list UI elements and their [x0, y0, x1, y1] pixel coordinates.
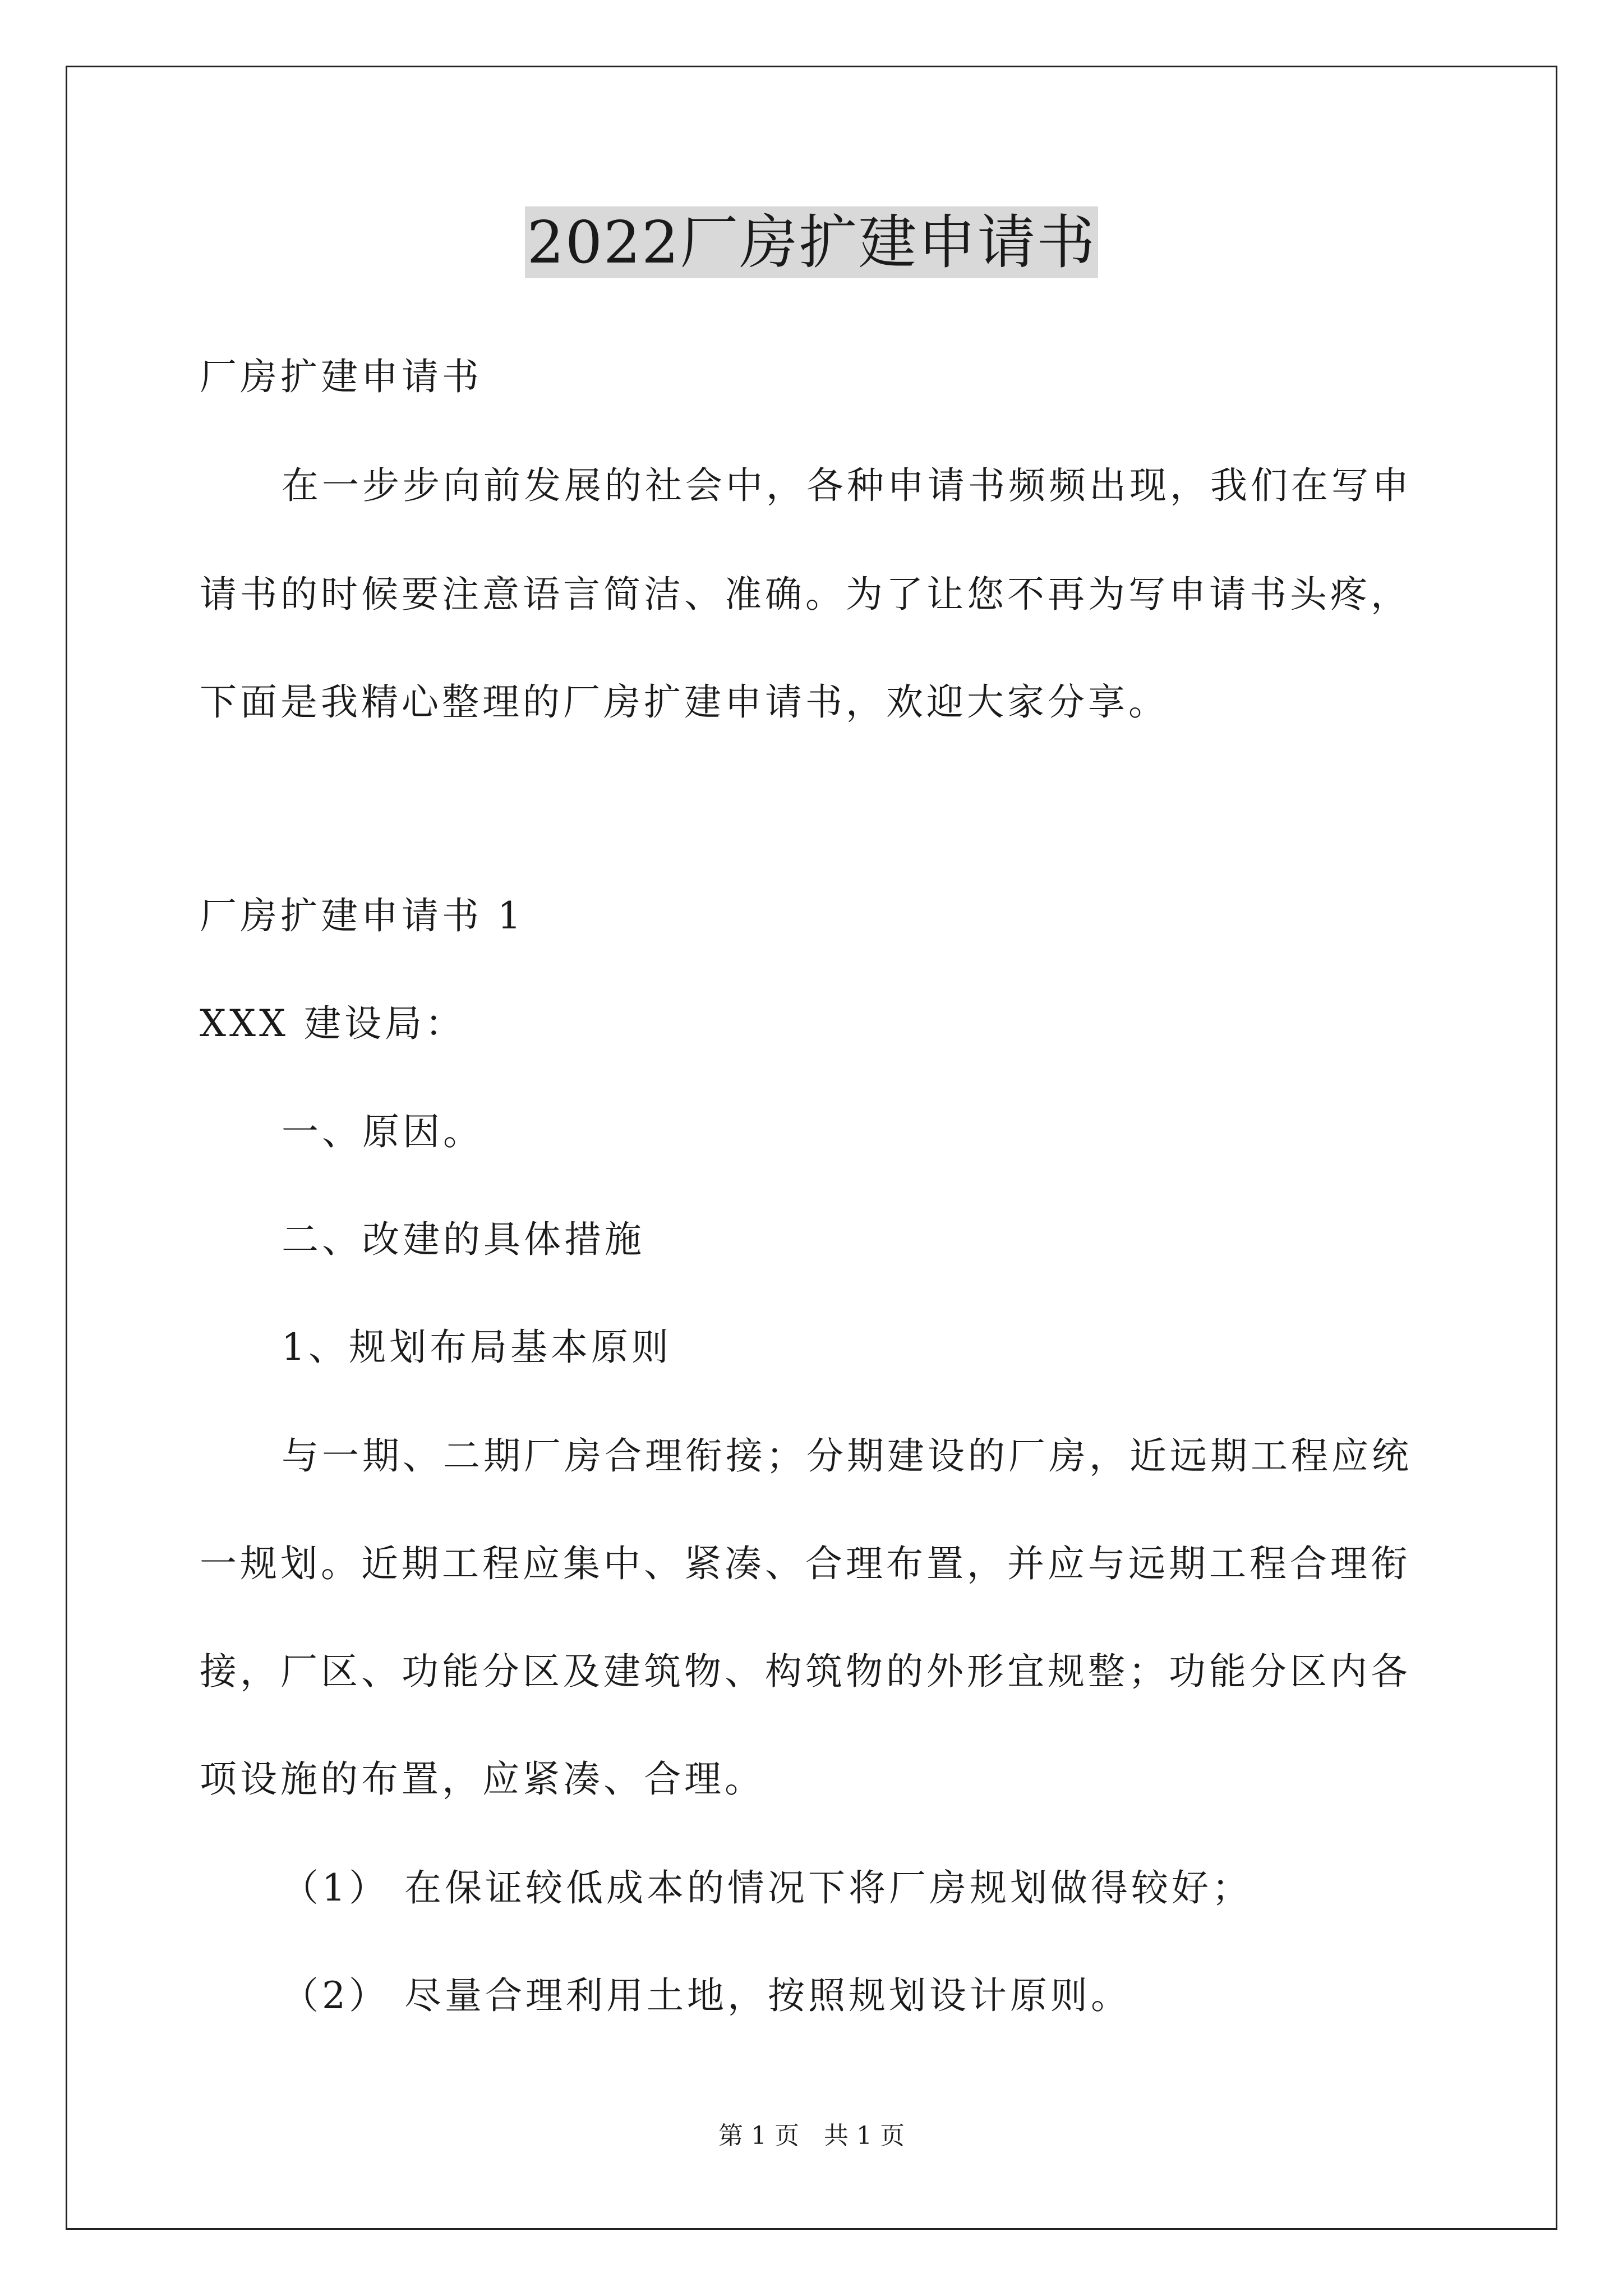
addressee: XXX 建设局： — [200, 1002, 465, 1045]
page-number: 第 1 页 — [718, 2122, 799, 2150]
intro-line-3: 下面是我精心整理的厂房扩建申请书，欢迎大家分享。 — [200, 680, 1169, 724]
intro-line-2: 请书的时候要注意语言简洁、准确。为了让您不再为写申请书头疼， — [200, 573, 1411, 616]
title-block — [0, 206, 1623, 278]
principle-line-1: 与一期、二期厂房合理衔接；分期建设的厂房，近远期工程应统 — [282, 1434, 1412, 1478]
principle-line-3: 接，厂区、功能分区及建筑物、构筑物的外形宜规整；功能分区内各 — [200, 1650, 1411, 1693]
sub-item-2: （2） 尽量合理利用土地，按照规划设计原则。 — [282, 1974, 1131, 2017]
page-footer — [0, 2120, 1623, 2152]
item-measures: 二、改建的具体措施 — [282, 1218, 645, 1261]
item-principle: 1、规划布局基本原则 — [282, 1326, 672, 1369]
page-total: 共 1 页 — [824, 2122, 905, 2150]
principle-line-4: 项设施的布置，应紧凑、合理。 — [200, 1757, 765, 1801]
principle-line-2: 一规划。近期工程应集中、紧凑、合理布置，并应与远期工程合理衔 — [200, 1542, 1411, 1585]
sub-item-1: （1） 在保证较低成本的情况下将厂房规划做得较好； — [282, 1866, 1252, 1910]
subtitle: 厂房扩建申请书 — [200, 355, 482, 398]
intro-line-1: 在一步步向前发展的社会中，各种申请书频频出现，我们在写申 — [282, 464, 1412, 507]
item-reason: 一、原因。 — [282, 1110, 483, 1153]
document-title: 2022厂房扩建申请书 — [525, 206, 1099, 278]
section-title: 厂房扩建申请书 1 — [200, 894, 524, 937]
